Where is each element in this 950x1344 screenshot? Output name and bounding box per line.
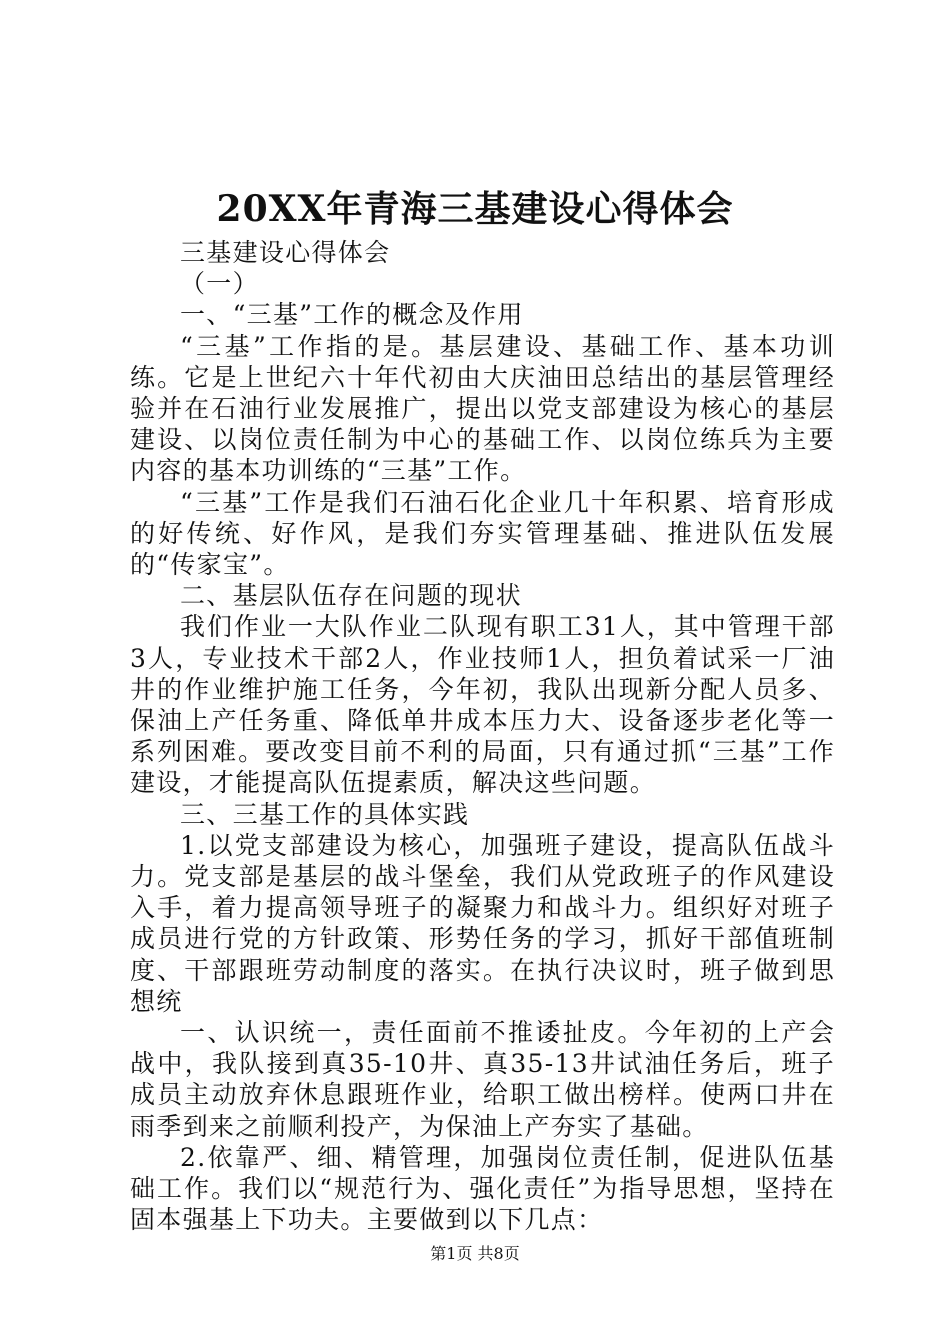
page-footer: 第1页 共8页: [430, 1244, 520, 1263]
document-body: [130, 237, 835, 1236]
document-title: 20XX年青海三基建设心得体会: [216, 188, 734, 230]
paragraph-subtitle: 三基建设心得体会: [180, 238, 391, 267]
paragraph-part-marker: （一）: [180, 269, 259, 299]
paragraph: 一、认识统一，责任面前不推诿扯皮。今年初的上产会战中，我队接到真35-10井、真35-13井试油任务后，班子成员主动放弃休息跟班作业，给职工做出榜样。使两口井在雨季到来之前顺利投产，为保油上产夯实了基础。: [130, 1018, 835, 1141]
paragraph: “三基”工作指的是。基层建设、基础工作、基本功训练。它是上世纪六十年代初由大庆油田总结出的基层管理经验并在石油行业发展推广，提出以党支部建设为核心的基层建设、以岗位责任制为中心的基础工作、以岗位练兵为主要内容的基本功训练的“三基”工作。: [130, 331, 835, 486]
paragraph: 我们作业一大队作业二队现有职工31人，其中管理干部3人，专业技术干部2人，作业技师1人，担负着试采一厂油井的作业维护施工任务，今年初，我队出现新分配人员多、保油上产任务重、降低单井成本压力大、设备逐步老化等一系列困难。要改变目前不利的局面，只有通过抓“三基”工作建设，才能提高队伍提素质，解决这些问题。: [130, 612, 835, 798]
section-heading-1: 一、“三基”工作的概念及作用: [180, 300, 524, 330]
paragraph: “三基”工作是我们石油石化企业几十年积累、培育形成的好传统、好作风，是我们夯实管理基础、推进队伍发展的“传家宝”。: [130, 487, 835, 580]
section-heading-3: 三、三基工作的具体实践: [180, 799, 470, 829]
paragraph: 2.依靠严、细、精管理，加强岗位责任制，促进队伍基础工作。我们以“规范行为、强化责任”为指导思想，坚持在固本强基上下功夫。主要做到以下几点：: [130, 1142, 835, 1235]
paragraph: 1.以党支部建设为核心，加强班子建设，提高队伍战斗力。党支部是基层的战斗堡垒，我们从党政班子的作风建设入手，着力提高领导班子的凝聚力和战斗力。组织好对班子成员进行党的方针政策、形势任务的学习，抓好干部值班制度、干部跟班劳动制度的落实。在执行决议时，班子做到思想统: [130, 830, 835, 1016]
section-heading-2: 二、基层队伍存在问题的现状: [180, 581, 522, 611]
